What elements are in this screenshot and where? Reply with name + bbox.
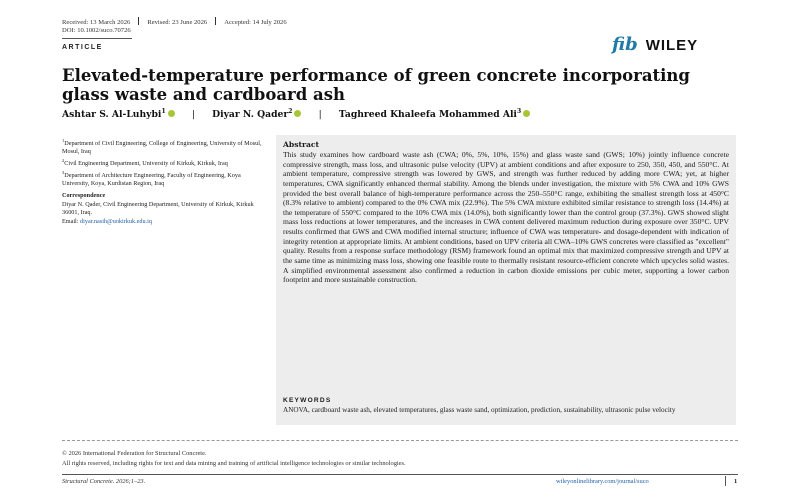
author-separator: | [191, 109, 195, 121]
affiliations [62, 137, 267, 227]
email-link[interactable]: diyar.nasih@uokirkuk.edu.iq [80, 218, 152, 226]
author-name[interactable]: Ashtar S. Al-Luhybi [62, 109, 162, 121]
affiliation: $^2$Civil Engineering Department, University of Kirkuk, Kirkuk, Iraq [62, 158, 228, 168]
author-affiliation-mark: 1 [161, 108, 166, 115]
journal-citation: Structural Concrete. 2026;1–23. [62, 478, 146, 485]
keywords-heading: KEYWORDS [283, 397, 332, 404]
journal-url-link[interactable]: wileyonlinelibrary.com/journal/suco [556, 478, 649, 485]
accepted-date: Accepted: 14 July 2026 [224, 19, 287, 26]
received-date: Received: 13 March 2026 [62, 19, 131, 26]
page-separator [725, 476, 726, 486]
orcid-icon[interactable] [168, 110, 175, 117]
revised-date: Revised: 23 June 2026 [147, 19, 208, 26]
orcid-icon[interactable] [523, 110, 530, 117]
header-rule [62, 38, 132, 39]
author-affiliation-mark: 3 [516, 108, 522, 115]
author-affiliation-mark: 2 [288, 108, 293, 115]
footer-rule [62, 474, 738, 475]
keywords-text: ANOVA, cardboard waste ash, elevated temperatures, glass waste sand, optimization, prediction, sustainability, ultrasonic pulse velocity [283, 406, 676, 414]
abstract-text: This study examines how cardboard waste ash (CWA; 0%, 5%, 10%, 15%) and glass waste sand (GWS; 10%) jointly influence concrete compressive strength, mass loss, and ultrasonic pulse velocity (UPV) at ambient conditions and after exposure to 250, 350, 450, and 550°C. At ambient temperature, compressive strength was lowered by GWS, and strength was further reduced by adding more CWA; yet, at higher temperatures, CWA significantly enhanced thermal stability. Among the blends under investigation, the mixture with 5% CWA and 10% GWS provided the best overall balance of high-temperature performance across the 250–550°C range, exhibiting the smallest strength loss at 450°C (8.3% relative to ambient) compared to the 0% CWA mix (22.9%). The 5% CWA mixture exhibited similar resistance to strength loss (14.4%) at the temperature of 550°C compared to the 10% CWA mix (14.0%), both significantly lower than the control group (37.3%). GWS showed slight mass loss reductions at lower temperatures, and the increases in CWA content delivered maximum reduction during exposure over 350°C. UPV results confirmed that GWS and CWA modified internal structure; influence of CWA was temperature- and dosage-dependent with indication of integrity retention at appropriate limits. At ambient conditions, based on UPV criteria all CWA–10% GWS concretes were classified as "excellent" quality. Results from a response surface methodology (RSM) framework found an optimal mix that maximized compressive strength and UPV at the same time as minimizing mass loss, showing one feasible route to thermally resistant resource-efficient concrete which upcycles solid wastes. A simplified environmental assessment also confirmed a reduction in carbon dioxide emissions per cubic meter, supporting a lower carbon footprint and more sustainable construction. [283, 150, 729, 285]
affiliation: $^3$Department of Architecture Engineering, Faculty of Engineering, Koya University, Koya, Kurdistan Region, Iraq [62, 170, 241, 188]
date-separator [215, 17, 216, 25]
correspondence-email: Email: diyar.nasih@uokirkuk.edu.iq [62, 218, 152, 226]
publication-dates [62, 17, 287, 26]
wiley-logo: WILEY [645, 37, 699, 54]
page-number: 1 [734, 478, 738, 485]
correspondence-address: Diyar N. Qader, Civil Engineering Department, University of Kirkuk, Kirkuk 36001, Iraq. [62, 201, 254, 217]
date-separator [138, 17, 139, 25]
author-separator: | [318, 109, 322, 121]
author-name[interactable]: Taghreed Khaleefa Mohammed Ali [338, 109, 517, 121]
abstract-heading: Abstract [283, 140, 320, 149]
doi[interactable]: DOI: 10.1002/suco.70726 [62, 27, 131, 34]
paper-title: Elevated-temperature performance of green concrete incorporating glass waste and cardboard ash [62, 66, 690, 104]
fib-logo: fib [612, 34, 638, 55]
copyright-line: © 2026 International Federation for Structural Concrete. [62, 450, 207, 457]
correspondence-heading: Correspondence [62, 192, 106, 200]
author-name[interactable]: Diyar N. Qader [212, 109, 289, 121]
author-list [62, 108, 530, 120]
section-label: ARTICLE [62, 44, 103, 51]
publisher-logo [612, 34, 698, 55]
affiliation: $^1$Department of Civil Engineering, College of Engineering, University of Mosul, Mosul, Iraq [62, 138, 262, 156]
divider [62, 440, 738, 441]
rights-statement: All rights reserved, including rights for text and data mining and training of artificial intelligence technologies or similar technologies. [62, 460, 406, 467]
orcid-icon[interactable] [294, 110, 301, 117]
